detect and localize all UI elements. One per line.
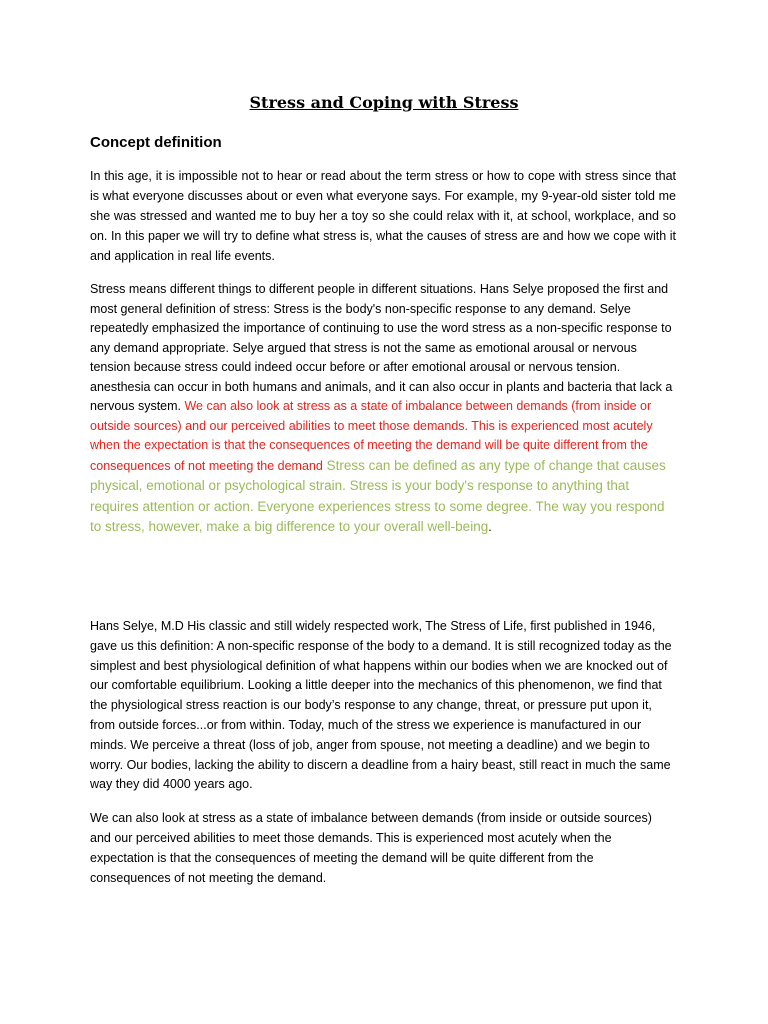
imbalance-paragraph: We can also look at stress as a state of imbalance between demands (from inside or outside sources) and our perceived abilities to meet those demands. This is experienced most acutely when the expectation is that the consequences of meeting the demand will be quite different from the consequences of not meeting the demand.: [90, 811, 652, 885]
highlighted-red-text: We can also look at stress as a state of imbalance between demands (from inside or outside sources) and our perceived abilities to meet those demands. This is experienced most acutely when the expectation is that the consequences of meeting the demand will be quite different from the consequences of not meeting the demand: [90, 399, 653, 473]
paragraph-end-period: .: [488, 520, 492, 534]
selye-text: Stress means different things to different people in different situations. Hans Selye proposed the first and most general definition of stress: Stress is the body's non-specific response to any demand. Selye repeatedly emphasized the importance of continuing to use the word stress as a non-specific response to any demand appropriate. Selye argued that stress is not the same as emotional arousal or nervous tension because stress could indeed occur before or after emotional arousal or nervous tension. anesthesia can occur in both humans and animals, and it can also occur in plants and bacteria that lack a nervous system.: [90, 282, 673, 413]
selye-definition-paragraph: [90, 280, 676, 538]
stress-of-life-paragraph: Hans Selye, M.D His classic and still widely respected work, The Stress of Life, first published in 1946, gave us this definition: A non-specific response of the body to a demand. It is still recognized today as the simplest and best physiological definition of what happens within our bodies when we are knocked out of our comfortable equilibrium. Looking a little deeper into the mechanics of this phenomenon, we find that the physiological stress reaction is our body’s response to any change, threat, or pressure put upon it, from outside forces...or from within. Today, much of the stress we experience is manufactured in our minds. We perceive a threat (loss of job, anger from spouse, not meeting a deadline) and we begin to worry. Our bodies, lacking the ability to discern a deadline from a hairy beast, still react in much the same way they did 4000 years ago.: [90, 619, 672, 792]
intro-paragraph: In this age, it is impossible not to hear or read about the term stress or how to cope with stress since that is what everyone discusses about or even what everyone says. For example, my 9-year-old sister told me she was stressed and wanted me to buy her a toy so she could relax with it, at school, workplace, and so on. In this paper we will try to define what stress is, what the causes of stress are and how we cope with it and application in real life events.: [90, 169, 676, 263]
section-heading: Concept definition: [90, 134, 222, 151]
highlighted-green-text: Stress can be defined as any type of change that causes physical, emotional or psychological strain. Stress is your body's response to anything that requires attention or action. Everyone experiences stress to some degree. The way you respond to stress, however, make a big difference to your overall well-being: [90, 457, 666, 534]
document-title: Stress and Coping with Stress: [249, 93, 519, 112]
